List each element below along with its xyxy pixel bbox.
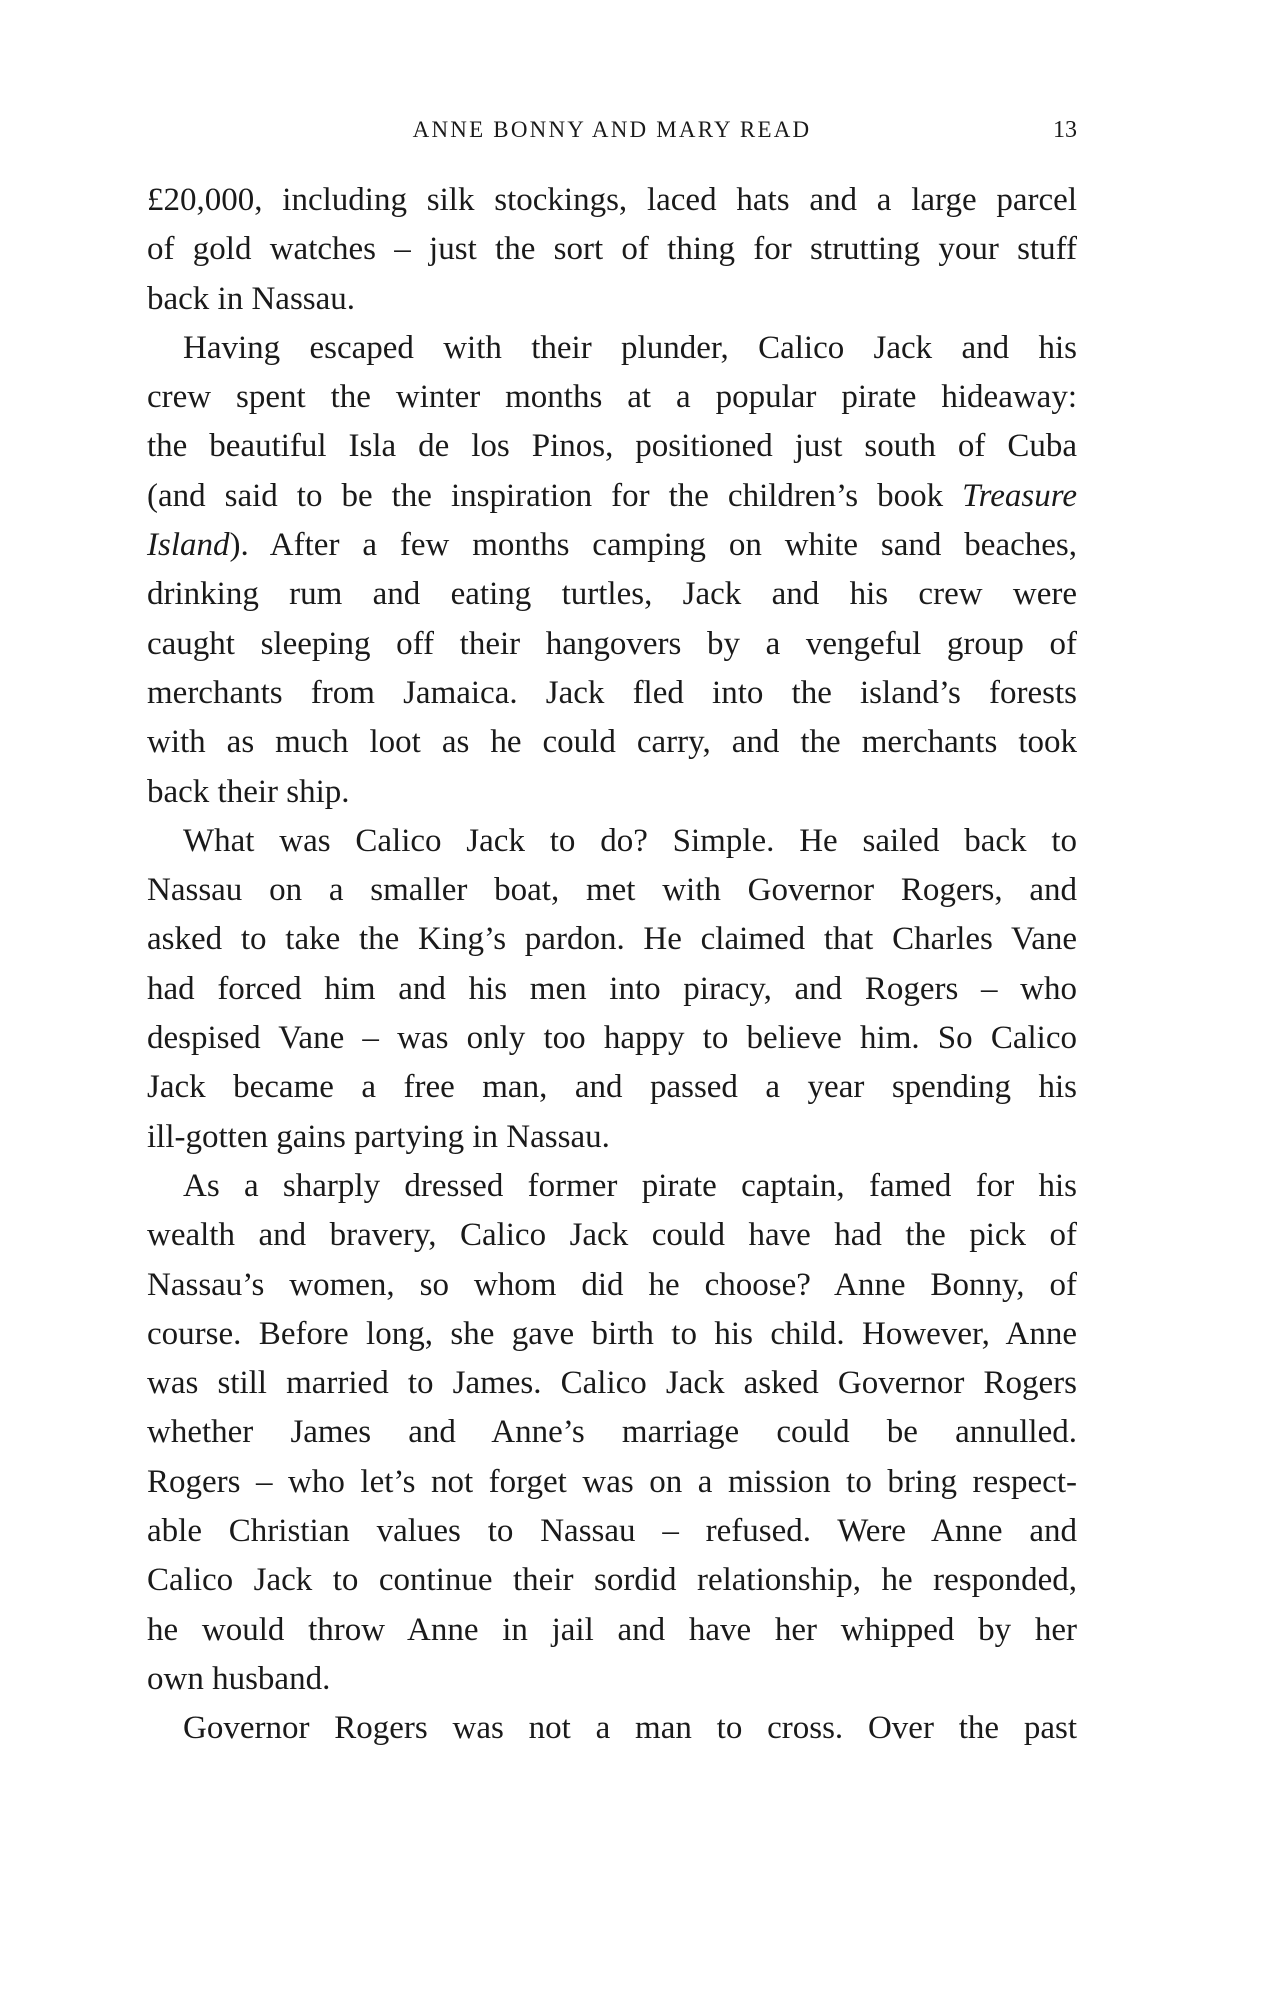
text-line: Governor Rogers was not a man to cross. Over the past [183,1710,1077,1747]
text-line: course. Before long, she gave birth to his child. However, Anne [147,1315,1077,1352]
page-number: 13 [1053,117,1077,143]
running-head [147,110,1077,150]
text-line: able Christian values to Nassau – refused. Were Anne and [147,1513,1077,1550]
body-text [147,176,1077,1754]
text-line: of gold watches – just the sort of thing for strutting your stuff [147,231,1077,268]
text-line: Rogers – who let’s not forget was on a mission to bring respect- [147,1463,1077,1500]
text-line: had forced him and his men into piracy, and Rogers – who [147,970,1077,1007]
text-line: crew spent the winter months at a popular pirate hideaway: [147,379,1077,416]
text-line: What was Calico Jack to do? Simple. He sailed back to [183,822,1077,859]
text-line: drinking rum and eating turtles, Jack and his crew were [147,576,1077,613]
text-line: asked to take the King’s pardon. He claimed that Charles Vane [147,921,1077,958]
text-line: Jack became a free man, and passed a year spending his [147,1069,1077,1106]
text-line [147,521,1077,570]
text-line: back their ship. [147,773,350,810]
text-line [147,472,1077,521]
text-line: was still married to James. Calico Jack asked Governor Rogers [147,1365,1077,1402]
book-title-italic: Island [147,527,230,564]
text-line: Having escaped with their plunder, Calico Jack and his [183,329,1077,366]
text-line: Calico Jack to continue their sordid relationship, he responded, [147,1562,1077,1599]
text-line: £20,000, including silk stockings, laced hats and a large parcel [147,182,1077,218]
text-line: ill-gotten gains partying in Nassau. [147,1118,610,1155]
text-line: Nassau on a smaller boat, met with Governor Rogers, and [147,872,1077,909]
text-line: own husband. [147,1660,331,1697]
text-line: As a sharply dressed former pirate captain, famed for his [183,1167,1077,1204]
text-line: with as much loot as he could carry, and the merchants took [147,724,1077,761]
text-segment: (and said to be the inspiration for the children’s book [147,477,944,514]
text-line: merchants from Jamaica. Jack fled into the island’s forests [147,674,1077,711]
book-title-italic: Treasure [962,477,1077,514]
text-line: wealth and bravery, Calico Jack could have had the pick of [147,1217,1077,1254]
text-line: he would throw Anne in jail and have her whipped by her [147,1611,1077,1648]
text-line: despised Vane – was only too happy to believe him. So Calico [147,1020,1077,1057]
running-title: ANNE BONNY AND MARY READ [412,117,812,142]
text-line: the beautiful Isla de los Pinos, positioned just south of Cuba [147,428,1077,465]
text-line: back in Nassau. [147,280,356,317]
text-line: caught sleeping off their hangovers by a vengeful group of [147,625,1077,662]
text-segment: ). After a few months camping on white sand beaches, [229,527,1077,564]
text-line: Nassau’s women, so whom did he choose? Anne Bonny, of [147,1266,1077,1303]
text-line: whether James and Anne’s marriage could be annulled. [147,1414,1077,1451]
